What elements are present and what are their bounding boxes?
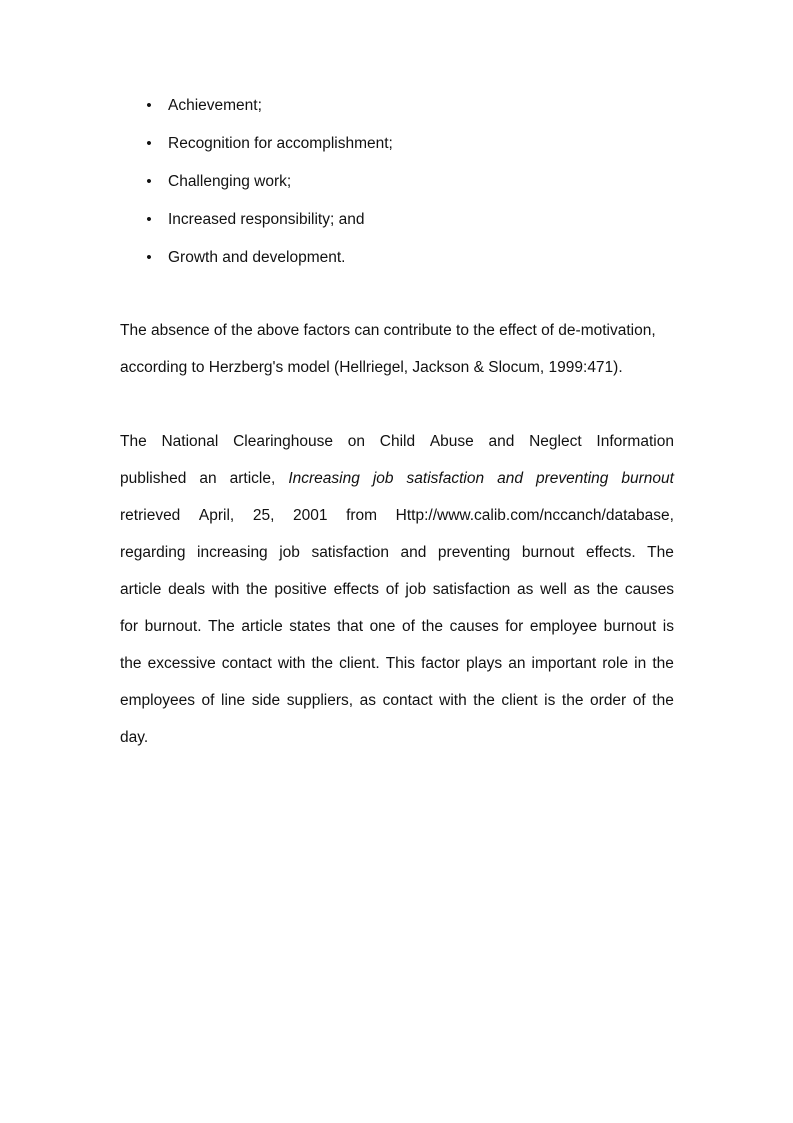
word: Child [379,433,416,450]
word: for [120,618,139,635]
word: the [246,581,268,598]
paragraph-herzberg [120,319,674,393]
word: regarding [120,544,186,561]
word: the [473,692,495,709]
word: increasing [197,544,268,561]
word: of [385,581,399,598]
word: client [501,692,538,709]
word: client. [339,655,380,672]
word: Increasing [288,470,360,487]
word: with [439,692,467,709]
paragraph-line [120,467,674,504]
word: effects. [585,544,636,561]
word: Neglect [529,433,582,450]
word: deals [168,581,206,598]
word: burnout. [144,618,202,635]
word: of [632,692,646,709]
word: line [221,692,246,709]
paragraph-line [120,578,674,615]
word: one [369,618,396,635]
word: plays [465,655,503,672]
bullet-list [0,94,793,284]
word: retrieved [120,507,181,524]
word: as [517,581,534,598]
word: the [596,581,619,598]
word: the [120,655,142,672]
word: is [544,692,556,709]
paragraph-line [120,652,674,689]
word: on [347,433,366,450]
word: preventing [437,544,511,561]
word: burnout [521,544,575,561]
word: in [634,655,647,672]
word: for [505,618,524,635]
word: The [120,433,147,450]
word: important [531,655,597,672]
word: well [540,581,567,598]
list-item [0,132,793,170]
word: The [208,618,235,635]
word: effects [333,581,380,598]
word: published [120,470,187,487]
word: the [421,618,444,635]
word: and [400,544,427,561]
bullet-icon: • [146,135,152,152]
paragraph-line: The absence of the above factors can contribute to the effect of de-motivation, [120,322,656,339]
list-item-text: Increased responsibility; and [168,211,365,228]
word: from [346,507,378,524]
word: satisfaction [311,544,389,561]
word: the [561,692,584,709]
word: The [647,544,674,561]
word: of [401,618,415,635]
paragraph-line [120,541,674,578]
list-item [0,170,793,208]
word: as [359,692,377,709]
word: contact [382,692,433,709]
word: National [161,433,219,450]
word: This [385,655,416,672]
paragraph-line: according to Herzberg's model (Hellriegel, Jackson & Slocum, 1999:471). [120,359,623,376]
paragraph-line: day. [120,729,149,746]
word: with [277,655,306,672]
word: and [488,433,515,450]
bullet-icon: • [146,249,152,266]
word: the [311,655,334,672]
list-item-text: Growth and development. [168,249,346,266]
list-item [0,94,793,132]
word: that [337,618,364,635]
bullet-icon: • [146,173,152,190]
paragraph-clearinghouse [120,430,674,763]
bullet-icon: • [146,211,152,228]
bullet-icon: • [146,97,152,114]
word: positive [274,581,327,598]
word: satisfaction [432,581,511,598]
word: an [508,655,526,672]
word: factor [421,655,460,672]
word: suppliers, [286,692,354,709]
word: role [602,655,629,672]
word: employees [120,692,195,709]
word: April, [198,507,235,524]
word: Information [596,433,674,450]
word: of [201,692,215,709]
word: Http://www.calib.com/nccanch/database, [395,507,674,524]
word: Abuse [429,433,474,450]
list-item [0,208,793,246]
word: Clearinghouse [233,433,334,450]
word: burnout [603,618,657,635]
word: 2001 [292,507,328,524]
word: job [279,544,300,561]
word: employee [529,618,598,635]
word: job [372,470,394,487]
word: as [573,581,590,598]
word: side [251,692,281,709]
word: satisfaction [406,470,485,487]
list-item-text: Achievement; [168,97,262,114]
paragraph-line [120,504,674,541]
word: the [652,655,674,672]
word: job [405,581,427,598]
paragraph-line [120,430,674,467]
word: is [662,618,674,635]
paragraph-line [120,615,674,652]
word: preventing [536,470,609,487]
word: excessive [147,655,216,672]
word: states [289,618,331,635]
list-item-text: Challenging work; [168,173,292,190]
paragraph-line [120,689,674,726]
word: order [590,692,627,709]
list-item [0,246,793,284]
word: causes [449,618,499,635]
word: causes [624,581,674,598]
word: contact [221,655,272,672]
list-item-text: Recognition for accomplishment; [168,135,393,152]
word: 25, [252,507,275,524]
word: article [120,581,162,598]
word: article [241,618,283,635]
word: with [211,581,240,598]
word: burnout [621,470,674,487]
word: the [652,692,674,709]
word: article, [229,470,276,487]
word: and [497,470,523,487]
word: an [199,470,217,487]
